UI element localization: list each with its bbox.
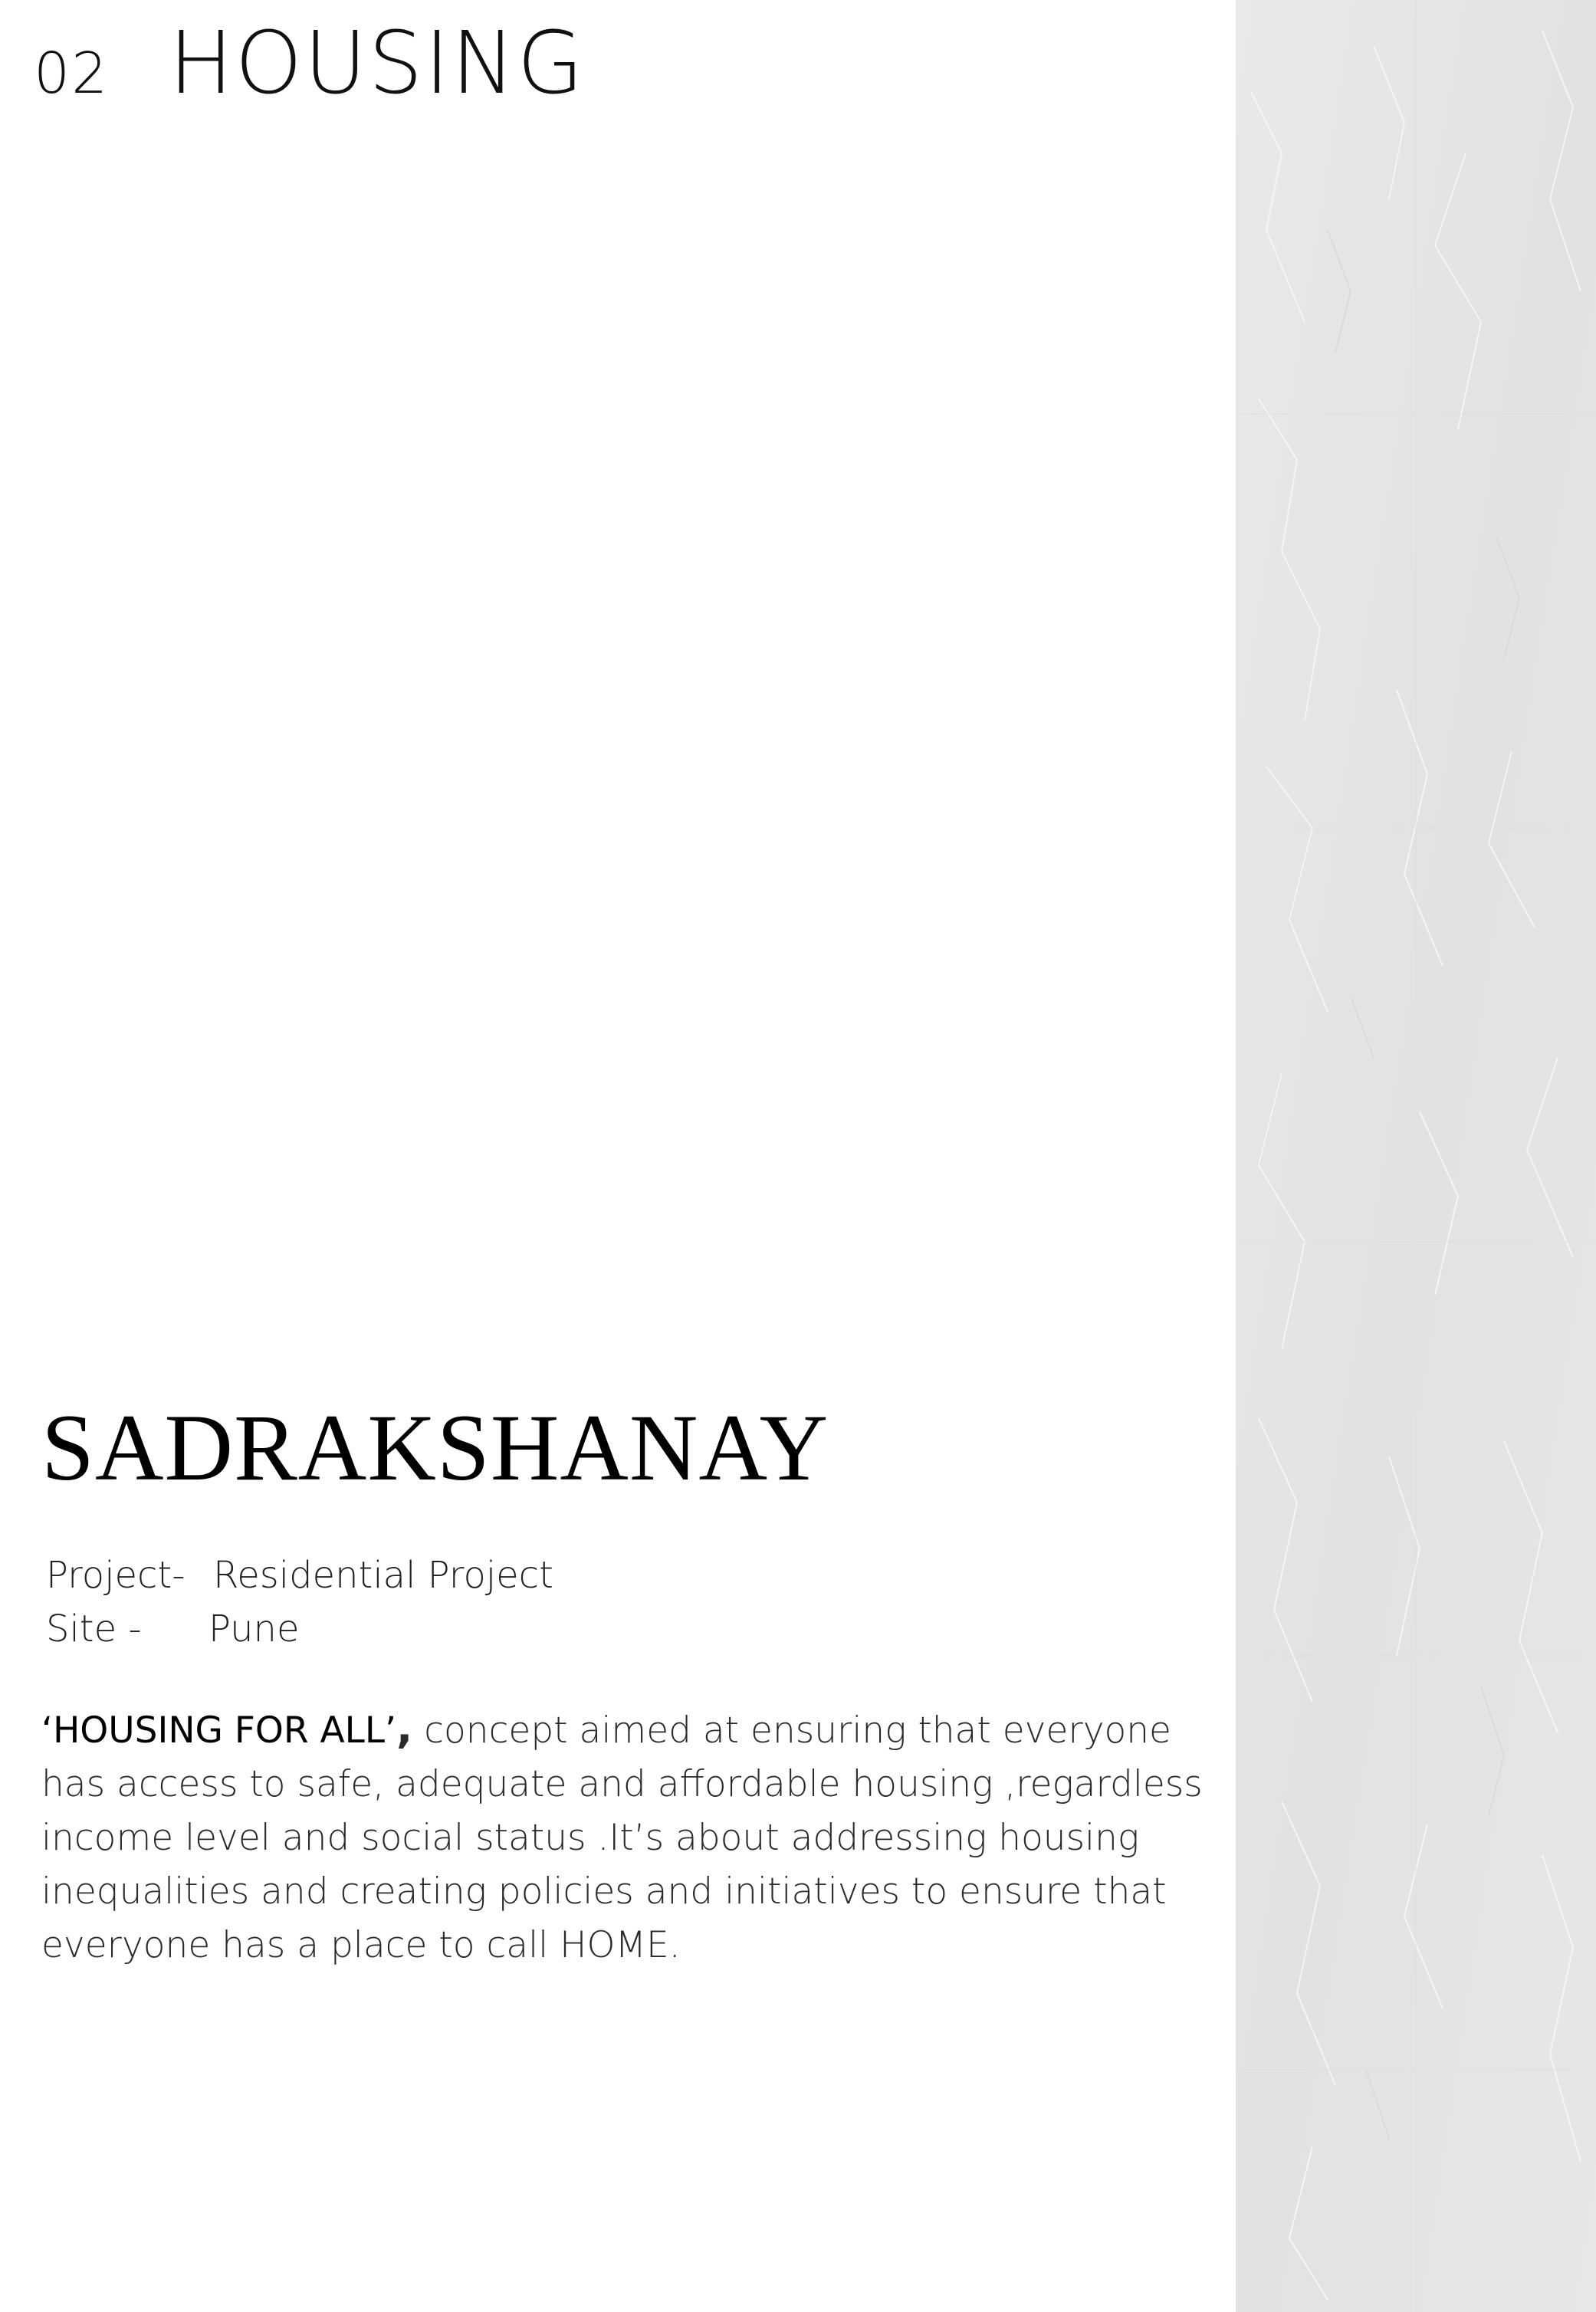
description-line-1-text: concept aimed at ensuring that everyone: [412, 1709, 1171, 1752]
section-title: HOUSING: [169, 14, 586, 113]
marble-veins-graphic: [1236, 0, 1596, 2312]
site-value: Pune: [209, 1608, 300, 1650]
project-details: [46, 1548, 553, 1656]
site-label: Site -: [46, 1608, 142, 1650]
description-line-3: income level and social status .It’s about addressing housing: [41, 1817, 1140, 1859]
description-lead: ‘HOUSING FOR ALL’: [41, 1709, 396, 1752]
description-line-1: [41, 1702, 1214, 1758]
section-header: [34, 14, 586, 113]
project-type-row: [46, 1548, 553, 1602]
description-lead-comma: ,: [396, 1703, 413, 1753]
site-row: [46, 1602, 553, 1656]
project-type-value: Residential Project: [213, 1554, 553, 1597]
description-line-2: has access to safe, adequate and affordable housing ,regardless: [41, 1763, 1203, 1805]
description-line-5: everyone has a place to call HOME.: [41, 1924, 681, 1966]
project-description: [41, 1702, 1214, 1972]
section-number: 02: [34, 41, 110, 107]
project-type-label: Project-: [46, 1554, 186, 1597]
project-title: SADRAKSHANAY: [41, 1395, 829, 1500]
marble-texture-panel: [1236, 0, 1596, 2312]
description-line-4: inequalities and creating policies and initiatives to ensure that: [41, 1870, 1167, 1913]
